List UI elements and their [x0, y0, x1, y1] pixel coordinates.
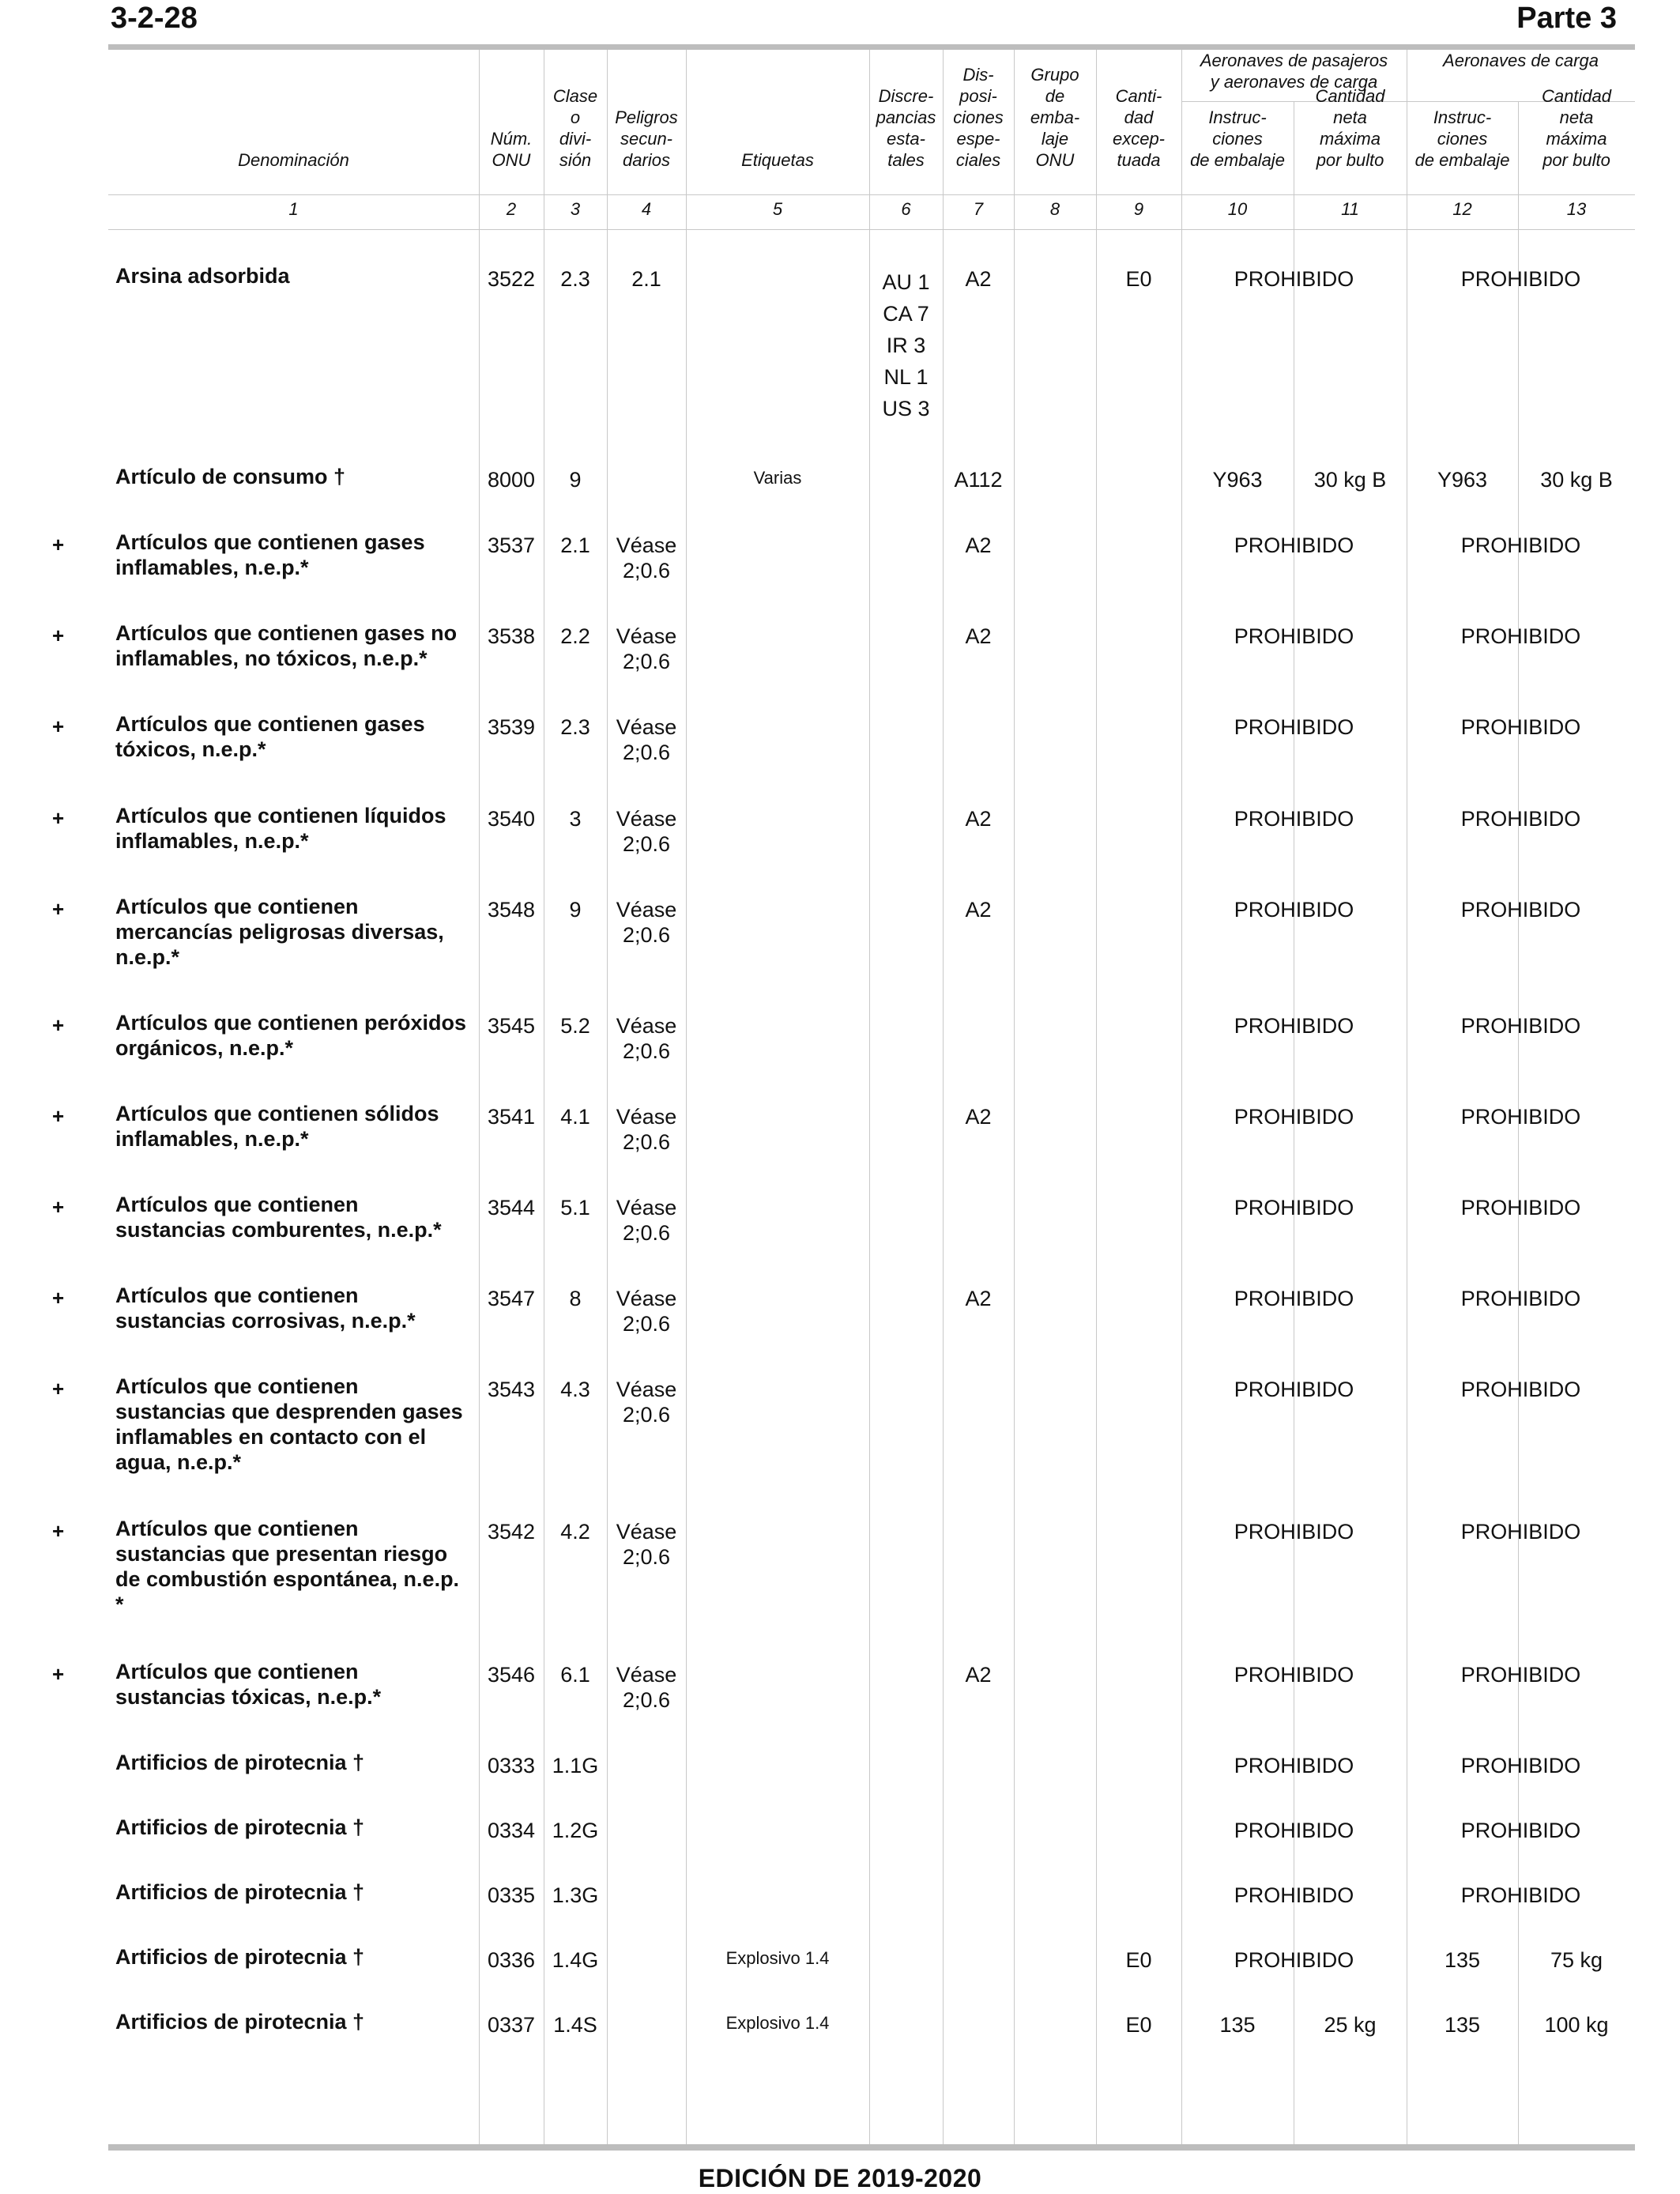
un-number: 0333: [487, 1754, 536, 1777]
hazard-class: 4.1: [560, 1105, 590, 1129]
column-header-line: ciales: [955, 150, 1001, 170]
column-header-line: Etiquetas: [741, 150, 814, 170]
column-header-line: de embalaje: [1414, 150, 1510, 170]
cargo-forbidden: PROHIBIDO: [1460, 1287, 1581, 1310]
substance-name: Artículos que contienen sólidos inflamables, n.e.p.*: [115, 1102, 439, 1151]
column-number: 11: [1341, 199, 1359, 219]
substance-name: Artificios de pirotecnia †: [115, 1945, 365, 1969]
column-header-line: excep-: [1112, 129, 1166, 149]
hazard-class: 5.2: [560, 1014, 590, 1038]
column-separator: [607, 50, 608, 2144]
column-header-line: máxima: [1319, 129, 1381, 149]
un-number: 3537: [487, 533, 536, 557]
secondary-hazard: Véase 2;0.6: [616, 1196, 677, 1245]
hazard-class: 8: [569, 1287, 582, 1310]
un-number: 3547: [487, 1287, 536, 1310]
substance-name: Artículos que contienen sustancias que desprenden gases inflamables en contacto con el agua, n.e.p.*: [115, 1374, 463, 1474]
cargo-forbidden: PROHIBIDO: [1460, 624, 1581, 648]
column-header-4: [607, 50, 686, 171]
cargo-forbidden: PROHIBIDO: [1460, 715, 1581, 739]
cargo-forbidden: PROHIBIDO: [1460, 1663, 1581, 1687]
column-header-line: de embalaje: [1190, 150, 1285, 170]
column-header-line: divi-: [559, 129, 592, 149]
hazard-class: 9: [569, 468, 582, 492]
passenger-packing-instruction: Y963: [1212, 468, 1263, 492]
column-header-line: Canti-: [1115, 86, 1162, 106]
column-header-12: [1407, 50, 1518, 171]
cargo-forbidden: PROHIBIDO: [1460, 1520, 1581, 1544]
column-header-line: ciones: [953, 107, 1004, 127]
cargo-packing-instruction: 135: [1444, 2013, 1481, 2037]
special-provision: A2: [965, 898, 992, 922]
amendment-plus-marker: +: [52, 533, 65, 556]
amendment-plus-marker: +: [52, 1104, 65, 1128]
un-number: 3546: [487, 1663, 536, 1687]
cargo-max-net-quantity: 30 kg B: [1540, 468, 1613, 492]
column-header-line: neta: [1333, 107, 1367, 127]
column-header-11: [1294, 50, 1407, 171]
column-header-line: laje: [1041, 129, 1069, 149]
passenger-forbidden: PROHIBIDO: [1234, 533, 1354, 557]
group-header-line: Aeronaves de carga: [1443, 51, 1599, 70]
passenger-forbidden: PROHIBIDO: [1234, 1378, 1354, 1401]
column-header-line: o: [570, 107, 581, 127]
hazard-class: 1.4S: [553, 2013, 597, 2037]
secondary-hazard: Véase 2;0.6: [616, 1105, 677, 1154]
substance-name: Artículos que contienen sustancias comburentes, n.e.p.*: [115, 1193, 442, 1242]
column-header-line: Grupo: [1030, 65, 1079, 85]
column-header-line: Denominación: [238, 150, 349, 170]
column-header-line: tales: [887, 150, 925, 170]
cargo-forbidden: PROHIBIDO: [1460, 807, 1581, 831]
column-header-line: dad: [1124, 107, 1154, 127]
un-number: 0336: [487, 1948, 536, 1972]
secondary-hazard: Véase 2;0.6: [616, 1663, 677, 1712]
amendment-plus-marker: +: [52, 624, 65, 647]
part-title: Parte 3: [1516, 2, 1617, 35]
substance-name: Artículos que contienen sustancias corrosivas, n.e.p.*: [115, 1284, 416, 1333]
amendment-plus-marker: +: [52, 1286, 65, 1310]
substance-name: Artificios de pirotecnia †: [115, 2010, 365, 2034]
special-provision: A2: [965, 533, 992, 557]
column-header-line: ciones: [1212, 129, 1263, 149]
un-number: 3544: [487, 1196, 536, 1220]
state-variation: US 3: [882, 397, 930, 420]
substance-name: Artículos que contienen gases tóxicos, n.e.p.*: [115, 712, 425, 761]
column-header-9: [1096, 50, 1181, 171]
column-header-line: secun-: [620, 129, 673, 149]
passenger-max-net-quantity: 30 kg B: [1313, 468, 1387, 492]
cargo-forbidden: PROHIBIDO: [1460, 1378, 1581, 1401]
hazard-class: 1.1G: [552, 1754, 599, 1777]
hazard-class: 5.1: [560, 1196, 590, 1220]
substance-name: Artículos que contienen mercancías peligrosas diversas, n.e.p.*: [115, 895, 444, 969]
secondary-hazard: 2.1: [631, 267, 661, 291]
page-number: 3-2-28: [111, 2, 198, 35]
passenger-forbidden: PROHIBIDO: [1234, 1105, 1354, 1129]
column-header-line: por bulto: [1316, 150, 1384, 170]
column-header-line: máxima: [1546, 129, 1607, 149]
page-header: [111, 0, 1617, 40]
substance-name: Artículos que contienen peróxidos orgánicos, n.e.p.*: [115, 1011, 467, 1060]
column-separator: [686, 50, 687, 2144]
cargo-forbidden: PROHIBIDO: [1460, 1819, 1581, 1842]
substance-name: Artículos que contienen líquidos inflamables, n.e.p.*: [115, 804, 446, 853]
state-variation: CA 7: [883, 302, 929, 326]
column-number: 5: [772, 199, 783, 219]
cargo-forbidden: PROHIBIDO: [1460, 1105, 1581, 1129]
column-header-3: [544, 50, 607, 171]
hazard-label: Varias: [753, 468, 802, 488]
cargo-forbidden: PROHIBIDO: [1460, 1014, 1581, 1038]
un-number: 3540: [487, 807, 536, 831]
column-header-2: [479, 50, 544, 171]
column-separator: [1096, 50, 1097, 2144]
amendment-plus-marker: +: [52, 714, 65, 738]
substance-name: Artículos que contienen gases inflamables, n.e.p.*: [115, 530, 425, 579]
column-header-line: pancias: [876, 107, 936, 127]
amendment-plus-marker: +: [52, 1519, 65, 1543]
column-header-line: posi-: [959, 86, 997, 106]
hazard-class: 2.3: [560, 715, 590, 739]
group-header-line: y aeronaves de carga: [1210, 72, 1378, 92]
column-header-5: [686, 50, 869, 171]
column-header-1: [108, 50, 479, 171]
cargo-packing-instruction: Y963: [1437, 468, 1488, 492]
amendment-plus-marker: +: [52, 1013, 65, 1037]
secondary-hazard: Véase 2;0.6: [616, 1520, 677, 1569]
special-provision: A2: [965, 1105, 992, 1129]
column-header-13: [1518, 50, 1635, 171]
amendment-plus-marker: +: [52, 806, 65, 830]
cargo-packing-instruction: 135: [1444, 1948, 1481, 1972]
substance-name: Arsina adsorbida: [115, 264, 290, 288]
column-separator: [943, 50, 944, 2144]
hazard-class: 9: [569, 898, 582, 922]
passenger-forbidden: PROHIBIDO: [1234, 1663, 1354, 1687]
substance-name: Artículo de consumo †: [115, 465, 346, 488]
column-header-line: ONU: [1035, 150, 1075, 170]
passenger-forbidden: PROHIBIDO: [1234, 1883, 1354, 1907]
un-number: 3541: [487, 1105, 536, 1129]
column-header-line: esta-: [887, 129, 925, 149]
amendment-plus-marker: +: [52, 897, 65, 921]
column-number: 10: [1227, 199, 1248, 219]
special-provision: A2: [965, 624, 992, 648]
state-variation: AU 1: [882, 270, 930, 294]
excepted-quantity: E0: [1125, 267, 1152, 291]
substance-name: Artículos que contienen sustancias que presentan riesgo de combustión espontánea, n.e.p. *: [115, 1517, 460, 1616]
amendment-plus-marker: +: [52, 1377, 65, 1400]
cargo-forbidden: PROHIBIDO: [1460, 533, 1581, 557]
substance-name: Artículos que contienen sustancias tóxicas, n.e.p.*: [115, 1660, 382, 1709]
passenger-forbidden: PROHIBIDO: [1234, 1819, 1354, 1842]
un-number: 3539: [487, 715, 536, 739]
hazard-class: 3: [569, 807, 582, 831]
hazard-class: 6.1: [560, 1663, 590, 1687]
secondary-hazard: Véase 2;0.6: [616, 1014, 677, 1063]
cargo-forbidden: PROHIBIDO: [1460, 898, 1581, 922]
secondary-hazard: Véase 2;0.6: [616, 624, 677, 673]
column-number: 7: [973, 199, 984, 219]
group-header-line: Aeronaves de pasajeros: [1200, 51, 1388, 70]
passenger-forbidden: PROHIBIDO: [1234, 1196, 1354, 1220]
passenger-forbidden: PROHIBIDO: [1234, 715, 1354, 739]
column-header-line: tuada: [1117, 150, 1161, 170]
top-rule: [108, 44, 1635, 50]
column-header-line: emba-: [1030, 107, 1080, 127]
column-header-line: espe-: [956, 129, 1000, 149]
substance-name: Artificios de pirotecnia †: [115, 1815, 365, 1839]
column-header-line: Peligros: [615, 107, 678, 127]
hazard-class: 1.2G: [552, 1819, 599, 1842]
cargo-max-net-quantity: 100 kg: [1544, 2013, 1609, 2037]
secondary-hazard: Véase 2;0.6: [616, 1378, 677, 1427]
column-header-line: Clase: [552, 86, 598, 106]
column-number: 6: [901, 199, 911, 219]
secondary-hazard: Véase 2;0.6: [616, 898, 677, 947]
edition-footer: EDICIÓN DE 2019-2020: [698, 2164, 982, 2192]
passenger-packing-instruction: 135: [1219, 2013, 1256, 2037]
hazard-label: Explosivo 1.4: [725, 1948, 830, 1968]
hazard-class: 2.3: [560, 267, 590, 291]
column-number: 2: [506, 199, 517, 219]
hazard-class: 2.1: [560, 533, 590, 557]
column-header-10: [1181, 50, 1294, 171]
column-header-line: Dis-: [962, 65, 994, 85]
un-number: 8000: [487, 468, 536, 492]
secondary-hazard: Véase 2;0.6: [616, 533, 677, 582]
passenger-forbidden: PROHIBIDO: [1234, 1754, 1354, 1777]
column-number: 12: [1452, 199, 1472, 219]
hazard-class: 4.2: [560, 1520, 590, 1544]
secondary-hazard: Véase 2;0.6: [616, 715, 677, 764]
excepted-quantity: E0: [1125, 1948, 1152, 1972]
column-number: 13: [1566, 199, 1587, 219]
special-provision: A2: [965, 267, 992, 291]
amendment-plus-marker: +: [52, 1662, 65, 1686]
special-provision: A2: [965, 1663, 992, 1687]
substance-name: Artificios de pirotecnia †: [115, 1751, 365, 1774]
special-provision: A112: [954, 468, 1003, 492]
substance-name: Artículos que contienen gases no inflamables, no tóxicos, n.e.p.*: [115, 621, 458, 670]
state-variation: IR 3: [886, 334, 926, 357]
column-header-line: Cantidad: [1541, 86, 1612, 106]
cargo-forbidden: PROHIBIDO: [1460, 1754, 1581, 1777]
cargo-forbidden: PROHIBIDO: [1460, 267, 1581, 291]
un-number: 0335: [487, 1883, 536, 1907]
passenger-forbidden: PROHIBIDO: [1234, 267, 1354, 291]
hazard-class: 2.2: [560, 624, 590, 648]
un-number: 3538: [487, 624, 536, 648]
secondary-hazard: Véase 2;0.6: [616, 1287, 677, 1336]
header-rule: [108, 229, 1635, 230]
passenger-forbidden: PROHIBIDO: [1234, 624, 1354, 648]
column-header-line: Cantidad: [1315, 86, 1385, 106]
column-header-7: [943, 50, 1014, 171]
column-header-8: [1014, 50, 1096, 171]
passenger-forbidden: PROHIBIDO: [1234, 898, 1354, 922]
passenger-forbidden: PROHIBIDO: [1234, 1948, 1354, 1972]
special-provision: A2: [965, 807, 992, 831]
hazard-class: 1.4G: [552, 1948, 599, 1972]
cargo-forbidden: PROHIBIDO: [1460, 1196, 1581, 1220]
column-header-line: Discre-: [878, 86, 934, 106]
column-number: 3: [570, 199, 581, 219]
special-provision: A2: [965, 1287, 992, 1310]
un-number: 0337: [487, 2013, 536, 2037]
hazard-class: 4.3: [560, 1378, 590, 1401]
column-header-line: Instruc-: [1208, 107, 1267, 127]
column-number: 9: [1133, 199, 1144, 219]
bottom-rule: [108, 2144, 1635, 2151]
passenger-forbidden: PROHIBIDO: [1234, 807, 1354, 831]
passenger-forbidden: PROHIBIDO: [1234, 1014, 1354, 1038]
column-number: 8: [1049, 199, 1060, 219]
column-header-line: Núm.: [490, 129, 533, 149]
un-number: 3542: [487, 1520, 536, 1544]
column-header-line: Instruc-: [1433, 107, 1492, 127]
column-header-line: de: [1045, 86, 1065, 106]
amendment-plus-marker: +: [52, 1195, 65, 1219]
excepted-quantity: E0: [1125, 2013, 1152, 2037]
passenger-max-net-quantity: 25 kg: [1324, 2013, 1377, 2037]
un-number: 3548: [487, 898, 536, 922]
state-variations: [869, 266, 943, 424]
un-number: 3545: [487, 1014, 536, 1038]
secondary-hazard: Véase 2;0.6: [616, 807, 677, 856]
column-header-line: sión: [559, 150, 592, 170]
state-variation: NL 1: [883, 365, 929, 389]
column-number: 1: [288, 199, 299, 219]
column-header-line: darios: [623, 150, 670, 170]
column-header-6: [869, 50, 943, 171]
column-header-line: ciones: [1437, 129, 1488, 149]
cargo-max-net-quantity: 75 kg: [1550, 1948, 1603, 1972]
column-header-line: neta: [1559, 107, 1594, 127]
un-number: 0334: [487, 1819, 536, 1842]
un-number: 3543: [487, 1378, 536, 1401]
substance-name: Artificios de pirotecnia †: [115, 1880, 365, 1904]
column-separator: [1014, 50, 1015, 2144]
header-rule: [108, 194, 1635, 195]
hazard-label: Explosivo 1.4: [725, 2013, 830, 2033]
column-header-line: ONU: [492, 150, 531, 170]
passenger-forbidden: PROHIBIDO: [1234, 1520, 1354, 1544]
un-number: 3522: [487, 267, 536, 291]
column-header-line: por bulto: [1543, 150, 1610, 170]
column-number: 4: [641, 199, 652, 219]
hazard-class: 1.3G: [552, 1883, 599, 1907]
passenger-forbidden: PROHIBIDO: [1234, 1287, 1354, 1310]
cargo-forbidden: PROHIBIDO: [1460, 1883, 1581, 1907]
